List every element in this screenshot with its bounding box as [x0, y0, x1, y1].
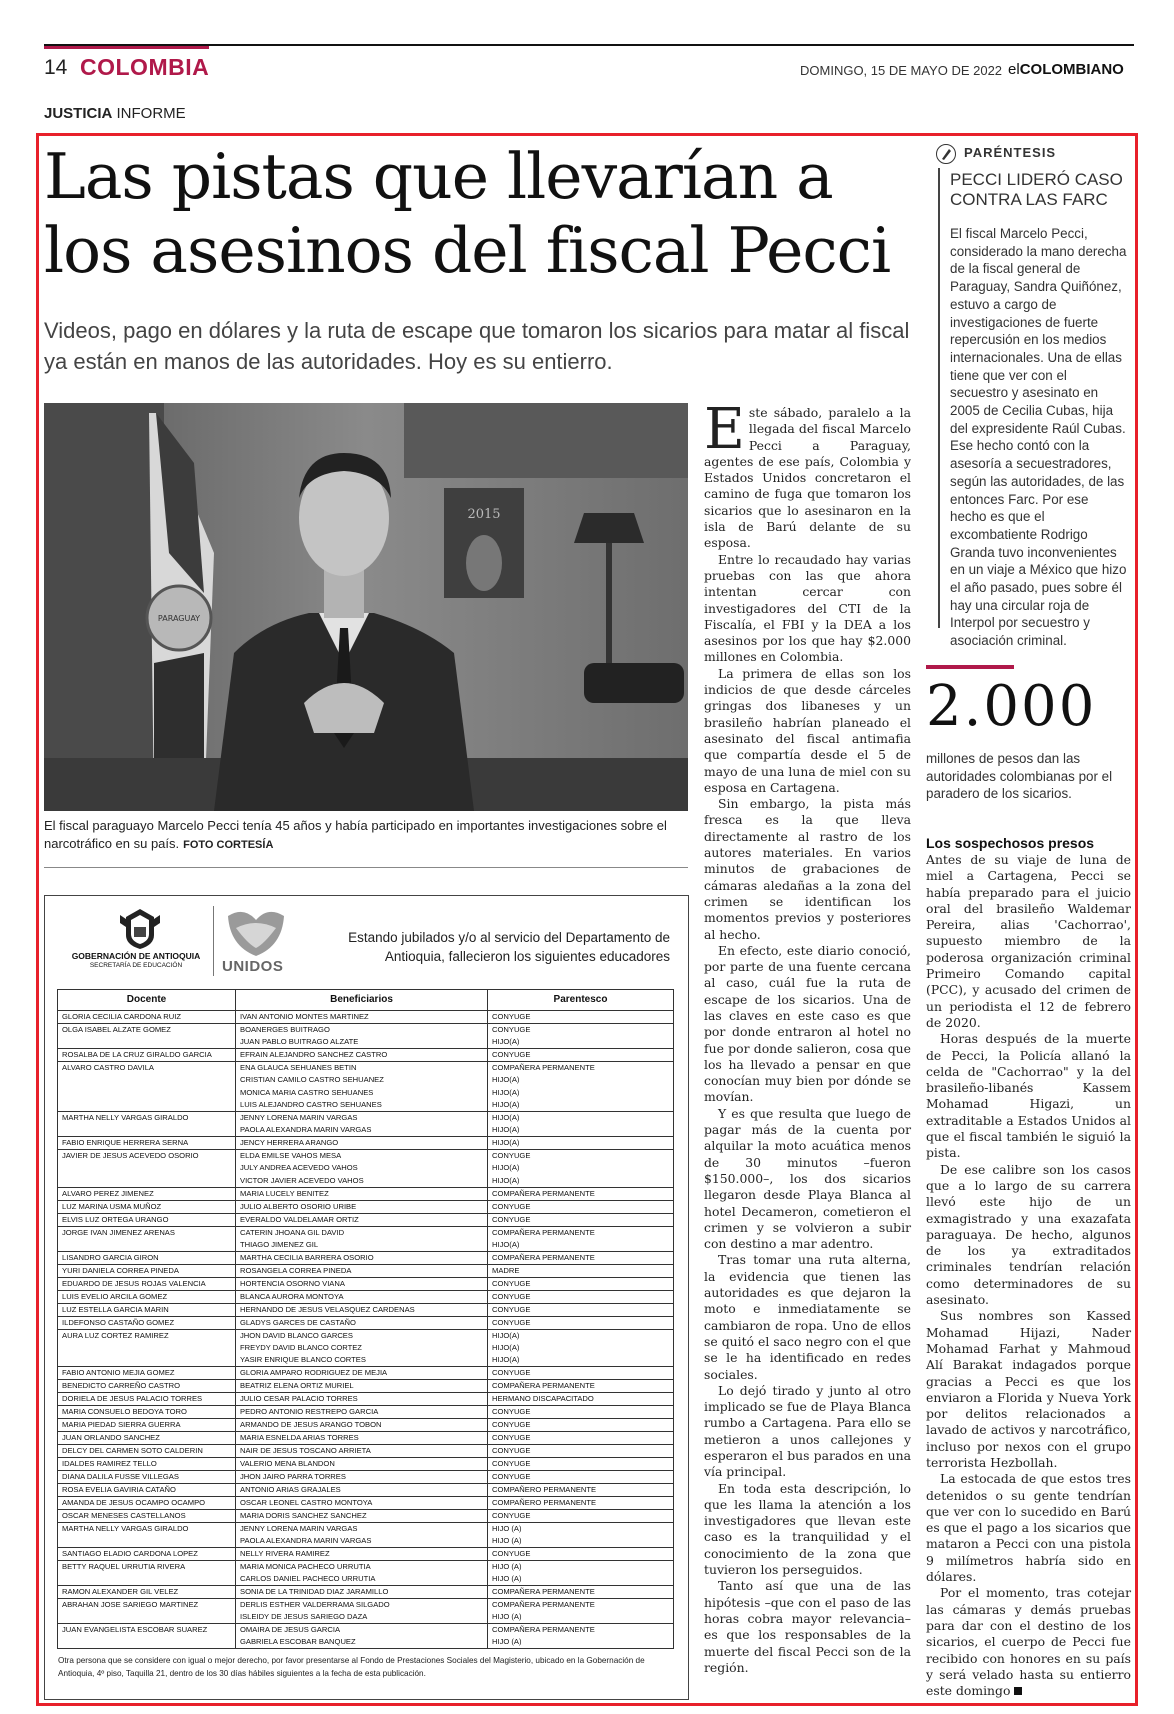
- parentesco-cell: CONYUGE: [488, 1024, 674, 1037]
- drop-cap: E: [704, 397, 745, 462]
- docente-cell: AURA LUZ CORTEZ RAMIREZ: [58, 1329, 236, 1342]
- parentesco-cell: CONYUGE: [488, 1432, 674, 1445]
- beneficiario-cell: FREYDY DAVID BLANCO CORTEZ: [236, 1342, 488, 1355]
- table-row: [58, 1329, 674, 1342]
- body-paragraph: Y es que resulta que luego de pagar más de la cuenta por alquilar la moto acuática menos de 30 minutos –fueron $150.000–, los dos sicarios llegaron desde Playa Blanca al hotel Decameron, cometieron el crimen y se volvieron a subir con destino a mar adentro.: [704, 1105, 911, 1252]
- beneficiario-cell: YASIR ENRIQUE BLANCO CORTES: [236, 1354, 488, 1367]
- docente-cell: ALVARO PEREZ JIMENEZ: [58, 1187, 236, 1200]
- subhead: Los sospechosos presos: [926, 835, 1095, 851]
- body-paragraph: Por el momento, tras cotejar las cámaras y demás pruebas para dar con el destino de los sicarios, el cuerpo de Pecci fue recibido con honores en su país y será velado hasta su entierro este domingo: [926, 1585, 1131, 1699]
- table-row: [58, 1471, 674, 1484]
- photo-credit: FOTO CORTESÍA: [183, 839, 274, 851]
- beneficiario-cell: OSCAR LEONEL CASTRO MONTOYA: [236, 1497, 488, 1510]
- docente-cell: JAVIER DE JESUS ACEVEDO OSORIO: [58, 1150, 236, 1163]
- beneficiario-cell: BLANCA AURORA MONTOYA: [236, 1290, 488, 1303]
- body-paragraph: Tras tomar una ruta alterna, la evidencia que tienen las autoridades es que dejaron la moto e inmediatamente se cambiaron de ropa. Uno de ellos se quitó el saco negro con el que se le ha identificado en redes sociales.: [704, 1252, 911, 1382]
- table-row: [58, 1226, 674, 1239]
- brand-name: COLOMBIANO: [1019, 61, 1124, 78]
- parentesco-cell: HIJO(A): [488, 1124, 674, 1137]
- antioquia-coat-of-arms-icon: [110, 907, 170, 951]
- parentesco-cell: CONYUGE: [488, 1406, 674, 1419]
- beneficiario-cell: PAOLA ALEXANDRA MARIN VARGAS: [236, 1124, 488, 1137]
- docente-cell: MARTHA NELLY VARGAS GIRALDO: [58, 1112, 236, 1125]
- table-row: [58, 1213, 674, 1226]
- article-body: [704, 397, 911, 1676]
- docente-cell: [58, 1239, 236, 1252]
- parentesco-cell: COMPAÑERO PERMANENTE: [488, 1497, 674, 1510]
- body-paragraph: Tanto así que una de las hipótesis –que con el paso de las horas cobra mayor relevancia– es que los responsables de la muerte del fiscal Pecci son de la región.: [704, 1578, 911, 1675]
- table-row: [58, 1124, 674, 1137]
- deck: Videos, pago en dólares y la ruta de escape que tomaron los sicarios para matar al fiscal ya están en manos de las autoridades. Hoy es su entierro.: [44, 318, 910, 374]
- beneficiario-cell: NELLY RIVERA RAMIREZ: [236, 1548, 488, 1561]
- column-header-docente: Docente: [58, 990, 236, 1011]
- table-row: [58, 1175, 674, 1188]
- table-row: [58, 1419, 674, 1432]
- beneficiario-cell: GABRIELA ESCOBAR BANQUEZ: [236, 1636, 488, 1649]
- docente-cell: [58, 1636, 236, 1649]
- beneficiario-cell: VICTOR JAVIER ACEVEDO VAHOS: [236, 1175, 488, 1188]
- beneficiario-cell: MARIA ESNELDA ARIAS TORRES: [236, 1432, 488, 1445]
- beneficiario-cell: MARIA MONICA PACHECO URRUTIA: [236, 1561, 488, 1574]
- table-row: [58, 1162, 674, 1175]
- docente-cell: JUAN ORLANDO SANCHEZ: [58, 1432, 236, 1445]
- parentesco-cell: HIJO(A): [488, 1099, 674, 1112]
- parentesco-cell: HIJO (A): [488, 1535, 674, 1548]
- beneficiario-cell: MONICA MARIA CASTRO SEHUANES: [236, 1087, 488, 1100]
- table-row: [58, 1342, 674, 1355]
- beneficiario-cell: ELDA EMILSE VAHOS MESA: [236, 1150, 488, 1163]
- body-paragraph: Este sábado, paralelo a la llegada del fiscal Marcelo Pecci a Paraguay, agentes de ese país, Colombia y Estados Unidos concretaron el camino de fuga que tomaron los sicarios que lo asesinaron en la isla de Barú delante de su esposa.: [704, 397, 911, 551]
- docente-cell: MARIA PIEDAD SIERRA GUERRA: [58, 1419, 236, 1432]
- beneficiario-cell: PAOLA ALEXANDRA MARIN VARGAS: [236, 1535, 488, 1548]
- beneficiario-cell: JHON JAIRO PARRA TORRES: [236, 1471, 488, 1484]
- docente-cell: MARTHA NELLY VARGAS GIRALDO: [58, 1523, 236, 1536]
- table-row: [58, 1406, 674, 1419]
- beneficiario-cell: ARMANDO DE JESUS ARANGO TOBON: [236, 1419, 488, 1432]
- parentesco-cell: CONYUGE: [488, 1303, 674, 1316]
- beneficiario-cell: DERLIS ESTHER VALDERRAMA SILGADO: [236, 1599, 488, 1612]
- docente-cell: BETTY RAQUEL URRUTIA RIVERA: [58, 1561, 236, 1574]
- docente-cell: SANTIAGO ELADIO CARDONA LOPEZ: [58, 1548, 236, 1561]
- body-paragraph: De ese calibre son los casos que a lo largo de su carrera llevó este hijo de un exmagistrado y una exazafata paraguaya. De hecho, algunos de los ya extraditados criminales tendrían relación como determinadores de su asesinato.: [926, 1161, 1131, 1308]
- parentesco-cell: CONYUGE: [488, 1458, 674, 1471]
- big-number-rule: [926, 665, 1014, 669]
- pen-icon: [936, 144, 956, 164]
- parentesco-cell: HIJO(A): [488, 1137, 674, 1150]
- photo-caption: [44, 817, 694, 854]
- educators-table: [57, 989, 674, 1649]
- page-number: 14: [44, 56, 68, 79]
- table-row: [58, 1049, 674, 1062]
- table-row: [58, 1354, 674, 1367]
- body-paragraph: En efecto, este diario conoció, por parte de una fuente cercana al caso, cuál fue la ruta de escape de los sicarios. Una de las claves en este caso es que por donde entraron al hotel no fue por donde salieron, cosa que los ha llevado a pensar en que conocían muy bien por dónde se movían.: [704, 942, 911, 1105]
- article-photo: [44, 403, 688, 811]
- parentesco-cell: COMPAÑERO PERMANENTE: [488, 1484, 674, 1497]
- beneficiario-cell: IVAN ANTONIO MONTES MARTINEZ: [236, 1011, 488, 1024]
- beneficiario-cell: HORTENCIA OSORNO VIANA: [236, 1277, 488, 1290]
- parentesco-cell: HIJO(A): [488, 1239, 674, 1252]
- beneficiario-cell: GLADYS GARCES DE CASTAÑO: [236, 1316, 488, 1329]
- docente-cell: ROSALBA DE LA CRUZ GIRALDO GARCIA: [58, 1049, 236, 1062]
- docente-cell: JORGE IVAN JIMENEZ ARENAS: [58, 1226, 236, 1239]
- body-paragraph: La primera de ellas son los indicios de que desde cárceles gringas dos libaneses y un brasileño habrían planeado el asesinato del fiscal antimafia que compartía desde el 5 de mayo de una luna de miel con su esposa en Cartagena.: [704, 665, 911, 795]
- beneficiario-cell: ENA GLAUCA SEHUANES BETIN: [236, 1062, 488, 1075]
- parentesco-cell: CONYUGE: [488, 1200, 674, 1213]
- table-row: [58, 1458, 674, 1471]
- caption-text: El fiscal paraguayo Marcelo Pecci tenía 45 años y había participado en importantes investigaciones sobre el narcotráfico en su país.: [44, 818, 667, 851]
- table-row: [58, 1393, 674, 1406]
- parentesco-cell: HIJO(A): [488, 1074, 674, 1087]
- table-row: [58, 1535, 674, 1548]
- body-paragraph: La estocada de que estos tres detenidos o su gente tendrían que ver con lo sucedido en Barú es que el pago a los sicarios que mataron a Pecci con una pistola 9 milímetros habría sido en dólares.: [926, 1471, 1131, 1585]
- docente-cell: LUZ MARINA USMA MUÑOZ: [58, 1200, 236, 1213]
- beneficiario-cell: GLORIA AMPARO RODRIGUEZ DE MEJIA: [236, 1367, 488, 1380]
- beneficiario-cell: JENCY HERRERA ARANGO: [236, 1137, 488, 1150]
- parentesco-cell: COMPAÑERA PERMANENTE: [488, 1599, 674, 1612]
- table-row: [58, 1251, 674, 1264]
- table-row: [58, 1586, 674, 1599]
- docente-cell: DORIELA DE JESUS PALACIO TORRES: [58, 1393, 236, 1406]
- parentesco-cell: HIJO(A): [488, 1162, 674, 1175]
- parentesco-cell: HIJO (A): [488, 1573, 674, 1586]
- docente-cell: [58, 1099, 236, 1112]
- table-row: [58, 1611, 674, 1624]
- table-row: [58, 1432, 674, 1445]
- table-row: [58, 1137, 674, 1150]
- docente-cell: EDUARDO DE JESUS ROJAS VALENCIA: [58, 1277, 236, 1290]
- docente-cell: OLGA ISABEL ALZATE GOMEZ: [58, 1024, 236, 1037]
- table-row: [58, 1036, 674, 1049]
- docente-cell: LUIS EVELIO ARCILA GOMEZ: [58, 1290, 236, 1303]
- kicker-topic: JUSTICIA: [44, 105, 113, 122]
- table-row: [58, 1087, 674, 1100]
- body-paragraph: En toda esta descripción, lo que les llama la atención a los investigadores que llevan este caso es la tranquilidad y el conocimiento de la zona que tuvieron los perseguidos.: [704, 1480, 911, 1578]
- table-row: [58, 1239, 674, 1252]
- beneficiario-cell: JENNY LORENA MARIN VARGAS: [236, 1112, 488, 1125]
- table-row: [58, 1290, 674, 1303]
- beneficiario-cell: JULY ANDREA ACEVEDO VAHOS: [236, 1162, 488, 1175]
- docente-cell: OSCAR MENESES CASTELLANOS: [58, 1510, 236, 1523]
- parentesco-cell: CONYUGE: [488, 1290, 674, 1303]
- table-row: [58, 1573, 674, 1586]
- parentesco-cell: HIJO(A): [488, 1036, 674, 1049]
- issue-date: DOMINGO, 15 DE MAYO DE 2022: [800, 63, 1003, 78]
- beneficiario-cell: JULIO CESAR PALACIO TORRES: [236, 1393, 488, 1406]
- beneficiario-cell: NAIR DE JESUS TOSCANO ARRIETA: [236, 1445, 488, 1458]
- parentesis-rule: [938, 168, 940, 628]
- beneficiario-cell: BOANERGES BUITRAGO: [236, 1024, 488, 1037]
- table-row: [58, 1277, 674, 1290]
- table-row: [58, 1200, 674, 1213]
- caption-divider: [44, 867, 688, 868]
- beneficiario-cell: MARTHA CECILIA BARRERA OSORIO: [236, 1251, 488, 1264]
- table-row: [58, 1523, 674, 1536]
- docente-cell: FABIO ANTONIO MEJIA GOMEZ: [58, 1367, 236, 1380]
- beneficiario-cell: VALERIO MENA BLANDON: [236, 1458, 488, 1471]
- beneficiario-cell: EVERALDO VALDELAMAR ORTIZ: [236, 1213, 488, 1226]
- parentesco-cell: CONYUGE: [488, 1445, 674, 1458]
- parentesco-cell: HIJO (A): [488, 1523, 674, 1536]
- docente-cell: [58, 1535, 236, 1548]
- docente-cell: IDALDES RAMIREZ TELLO: [58, 1458, 236, 1471]
- parentesco-cell: CONYUGE: [488, 1471, 674, 1484]
- docente-cell: [58, 1342, 236, 1355]
- docente-cell: DIANA DALILA FUSSE VILLEGAS: [58, 1471, 236, 1484]
- docente-cell: [58, 1611, 236, 1624]
- docente-cell: ABRAHAN JOSE SARIEGO MARTINEZ: [58, 1599, 236, 1612]
- docente-cell: [58, 1175, 236, 1188]
- table-row: [58, 1367, 674, 1380]
- parentesco-cell: CONYUGE: [488, 1367, 674, 1380]
- docente-cell: [58, 1087, 236, 1100]
- table-row: [58, 1062, 674, 1075]
- parentesco-cell: HIJO(A): [488, 1354, 674, 1367]
- parentesco-cell: MADRE: [488, 1264, 674, 1277]
- beneficiario-cell: ROSANGELA CORREA PINEDA: [236, 1264, 488, 1277]
- beneficiario-cell: OMAIRA DE JESUS GARCIA: [236, 1624, 488, 1637]
- table-row: [58, 1624, 674, 1637]
- beneficiario-cell: LUIS ALEJANDRO CASTRO SEHUANES: [236, 1099, 488, 1112]
- table-row: [58, 1636, 674, 1649]
- parentesco-cell: CONYUGE: [488, 1049, 674, 1062]
- beneficiario-cell: THIAGO JIMENEZ GIL: [236, 1239, 488, 1252]
- parentesco-cell: CONYUGE: [488, 1316, 674, 1329]
- table-row: [58, 1548, 674, 1561]
- parentesco-cell: HIJO (A): [488, 1636, 674, 1649]
- parentesis-label: PARÉNTESIS: [964, 145, 1057, 160]
- beneficiario-cell: JUAN PABLO BUITRAGO ALZATE: [236, 1036, 488, 1049]
- table-row: [58, 1264, 674, 1277]
- parentesco-cell: HIJO (A): [488, 1611, 674, 1624]
- docente-cell: RAMON ALEXANDER GIL VELEZ: [58, 1586, 236, 1599]
- big-number-text: millones de pesos dan las autoridades colombianas por el paradero de los sicarios.: [926, 751, 1113, 802]
- headline: Las pistas que llevarían a los asesinos del fiscal Pecci: [44, 140, 891, 287]
- unidos-wordmark: UNIDOS: [222, 958, 284, 975]
- parentesis-title: PECCI LIDERÓ CASO CONTRA LAS FARC: [950, 170, 1123, 209]
- table-row: [58, 1303, 674, 1316]
- table-row: [58, 1011, 674, 1024]
- column-header-beneficiarios: Beneficiarios: [236, 990, 488, 1011]
- body-paragraph: Sin embargo, la pista más fresca es la que lleva directamente al rastro de los autores materiales. En varios minutos de grabaciones de cámaras aledañas a la zona del crimen se identifican los momentos previos y posteriores al hecho.: [704, 796, 911, 942]
- beneficiario-cell: CATERIN JHOANA GIL DAVID: [236, 1226, 488, 1239]
- beneficiario-cell: ISLEIDY DE JESUS SARIEGO DAZA: [236, 1611, 488, 1624]
- table-row: [58, 1112, 674, 1125]
- docente-cell: AMANDA DE JESUS OCAMPO OCAMPO: [58, 1497, 236, 1510]
- parentesco-cell: HIJO(A): [488, 1329, 674, 1342]
- beneficiario-cell: CRISTIAN CAMILO CASTRO SEHUANEZ: [236, 1074, 488, 1087]
- beneficiario-cell: JHON DAVID BLANCO GARCES: [236, 1329, 488, 1342]
- parentesco-cell: HIJO (A): [488, 1561, 674, 1574]
- table-row: [58, 1074, 674, 1087]
- parentesco-cell: COMPAÑERA PERMANENTE: [488, 1586, 674, 1599]
- docente-cell: LUZ ESTELLA GARCIA MARIN: [58, 1303, 236, 1316]
- beneficiario-cell: HERNANDO DE JESUS VELASQUEZ CARDENAS: [236, 1303, 488, 1316]
- section-accent-rule: [44, 46, 209, 49]
- notice-intro: Estando jubilados y/o al servicio del Departamento de Antioquia, fallecieron los siguientes educadores: [348, 930, 670, 964]
- parentesco-cell: COMPAÑERA PERMANENTE: [488, 1062, 674, 1075]
- parentesco-cell: CONYUGE: [488, 1419, 674, 1432]
- section-name: COLOMBIA: [80, 54, 210, 80]
- parentesco-cell: CONYUGE: [488, 1150, 674, 1163]
- table-row: [58, 1599, 674, 1612]
- parentesco-cell: COMPAÑERA PERMANENTE: [488, 1380, 674, 1393]
- table-row: [58, 1380, 674, 1393]
- parentesco-cell: COMPAÑERA PERMANENTE: [488, 1251, 674, 1264]
- table-row: [58, 1484, 674, 1497]
- table-row: [58, 1024, 674, 1037]
- sidebar-body: [926, 852, 1131, 1699]
- docente-cell: [58, 1573, 236, 1586]
- table-row: [58, 1445, 674, 1458]
- parentesco-cell: CONYUGE: [488, 1213, 674, 1226]
- flag-text: PARAGUAY: [157, 614, 201, 623]
- parentesco-cell: HERMANO DISCAPACITADO: [488, 1393, 674, 1406]
- beneficiario-cell: SONIA DE LA TRINIDAD DIAZ JARAMILLO: [236, 1586, 488, 1599]
- parentesco-cell: CONYUGE: [488, 1277, 674, 1290]
- parentesco-cell: HIJO(A): [488, 1112, 674, 1125]
- docente-cell: [58, 1354, 236, 1367]
- parentesco-cell: COMPAÑERA PERMANENTE: [488, 1187, 674, 1200]
- big-number: 2.000: [926, 674, 1097, 739]
- docente-cell: YURI DANIELA CORREA PINEDA: [58, 1264, 236, 1277]
- docente-cell: ALVARO CASTRO DAVILA: [58, 1062, 236, 1075]
- table-row: [58, 1187, 674, 1200]
- beneficiario-cell: JENNY LORENA MARIN VARGAS: [236, 1523, 488, 1536]
- docente-cell: LISANDRO GARCIA GIRON: [58, 1251, 236, 1264]
- docente-cell: BENEDICTO CARREÑO CASTRO: [58, 1380, 236, 1393]
- docente-cell: [58, 1124, 236, 1137]
- docente-cell: JUAN EVANGELISTA ESCOBAR SUAREZ: [58, 1624, 236, 1637]
- docente-cell: GLORIA CECILIA CARDONA RUIZ: [58, 1011, 236, 1024]
- beneficiario-cell: CARLOS DANIEL PACHECO URRUTIA: [236, 1573, 488, 1586]
- parentesis-body: El fiscal Marcelo Pecci, considerado la mano derecha de la fiscal general de Paraguay, Sandra Quiñónez, estuvo a cargo de investigaciones de fuerte repercusión en los medios internacionales. Una de ellas tiene que ver con el secuestro y asesinato en 2005 de Cecilia Cubas, hija del expresidente Raúl Cubas. Ese hecho contó con la asesoría a secuestradores, según las autoridades, de las entonces Farc. Por ese hecho es que el excombatiente Rodrigo Granda tuvo inconvenientes en un viaje a México que hizo el año pasado, pues sobre él hay una circular roja de Interpol por secuestro y asociación criminal.: [950, 226, 1127, 649]
- logo-divider: [213, 906, 214, 976]
- parentesco-cell: CONYUGE: [488, 1548, 674, 1561]
- docente-cell: MARIA CONSUELO BEDOYA TORO: [58, 1406, 236, 1419]
- docente-cell: DELCY DEL CARMEN SOTO CALDERIN: [58, 1445, 236, 1458]
- parentesco-cell: COMPAÑERA PERMANENTE: [488, 1226, 674, 1239]
- prosecutor-photo-illustration: [44, 403, 688, 811]
- table-row: [58, 1316, 674, 1329]
- body-paragraph: Sus nombres son Kassed Mohamad Hijazi, Nader Mohamad Farhat y Mahmoud Alí Barakat indagados porque gracias a Pecci es que los enviaron a Florida y Nueva York por delitos relacionados a lavado de activos y narcotráfico, incluso por nexos con el grupo terrorista Hezbollah.: [926, 1308, 1131, 1470]
- table-row: [58, 1497, 674, 1510]
- beneficiario-cell: ANTONIO ARIAS GRAJALES: [236, 1484, 488, 1497]
- parentesco-cell: HIJO(A): [488, 1087, 674, 1100]
- body-paragraph: Horas después de la muerte de Pecci, la Policía allanó la celda de "Cachorrao" y la del brasileño-libanés Kassem Mohamad Higazi, un extraditable a Estados Unidos al que el fiscal también le siguió la pista.: [926, 1031, 1131, 1161]
- beneficiario-cell: BEATRIZ ELENA ORTIZ MURIEL: [236, 1380, 488, 1393]
- parentesco-cell: CONYUGE: [488, 1011, 674, 1024]
- beneficiario-cell: MARIA LUCELY BENITEZ: [236, 1187, 488, 1200]
- table-row: [58, 1510, 674, 1523]
- beneficiario-cell: EFRAIN ALEJANDRO SANCHEZ CASTRO: [236, 1049, 488, 1062]
- beneficiario-cell: MARIA DORIS SANCHEZ SANCHEZ: [236, 1510, 488, 1523]
- kicker-type: INFORME: [112, 105, 186, 122]
- column-header-parentesco: Parentesco: [488, 990, 674, 1011]
- government-secretariat: SECRETARÍA DE EDUCACIÓN: [89, 962, 183, 969]
- docente-cell: [58, 1036, 236, 1049]
- docente-cell: ROSA EVELIA GAVIRIA CATAÑO: [58, 1484, 236, 1497]
- table-row: [58, 1150, 674, 1163]
- parentesco-cell: COMPAÑERA PERMANENTE: [488, 1624, 674, 1637]
- unidos-logo-icon: [224, 906, 288, 958]
- table-row: [58, 1561, 674, 1574]
- docente-cell: ILDEFONSO CASTAÑO GOMEZ: [58, 1316, 236, 1329]
- notice-footer: Otra persona que se considere con igual o mejor derecho, por favor presentarse al Fondo de Prestaciones Sociales del Magisterio, ubicado en la Gobernación de Antioquia, 4º piso, Taquilla 21, dentro de los 30 días hábiles siguientes a la fecha de esta publicación.: [58, 1656, 645, 1678]
- body-paragraph: Entre lo recaudado hay varias pruebas con las que ahora intentan cercar con investigadores del CTI de la Fiscalía, el FBI y la DEA a los asesinos por los que hay $2.000 millones en Colombia.: [704, 551, 911, 665]
- docente-cell: ELVIS LUZ ORTEGA URANGO: [58, 1213, 236, 1226]
- body-paragraph: Lo dejó tirado y junto al otro implicado se fue de Playa Blanca rumbo a Cartagena. Para ello se metieron a unos callejones y esperaron el bus parados en una vía principal.: [704, 1382, 911, 1480]
- kicker: [44, 105, 186, 122]
- docente-cell: FABIO ENRIQUE HERRERA SERNA: [58, 1137, 236, 1150]
- parentesco-cell: HIJO(A): [488, 1342, 674, 1355]
- newspaper-brand: [1008, 61, 1124, 78]
- table-row: [58, 1099, 674, 1112]
- calendar-year: 2015: [467, 507, 501, 522]
- beneficiario-cell: JULIO ALBERTO OSORIO URIBE: [236, 1200, 488, 1213]
- government-name: GOBERNACIÓN DE ANTIOQUIA: [71, 951, 201, 961]
- brand-prefix: el: [1008, 61, 1020, 78]
- beneficiario-cell: PEDRO ANTONIO RESTREPO GARCIA: [236, 1406, 488, 1419]
- parentesco-cell: HIJO(A): [488, 1175, 674, 1188]
- docente-cell: [58, 1162, 236, 1175]
- end-mark-icon: [1014, 1687, 1022, 1695]
- docente-cell: [58, 1074, 236, 1087]
- parentesco-cell: CONYUGE: [488, 1510, 674, 1523]
- body-paragraph: Antes de su viaje de luna de miel a Cartagena, Pecci se había preparado para el juicio oral del brasileño Waldemar Pereira, alias 'Cachorrao', supuesto miembro de la poderosa organización criminal Primeiro Comando capital (PCC), y acusado del crimen de un periodista el 12 de febrero de 2020.: [926, 852, 1131, 1030]
